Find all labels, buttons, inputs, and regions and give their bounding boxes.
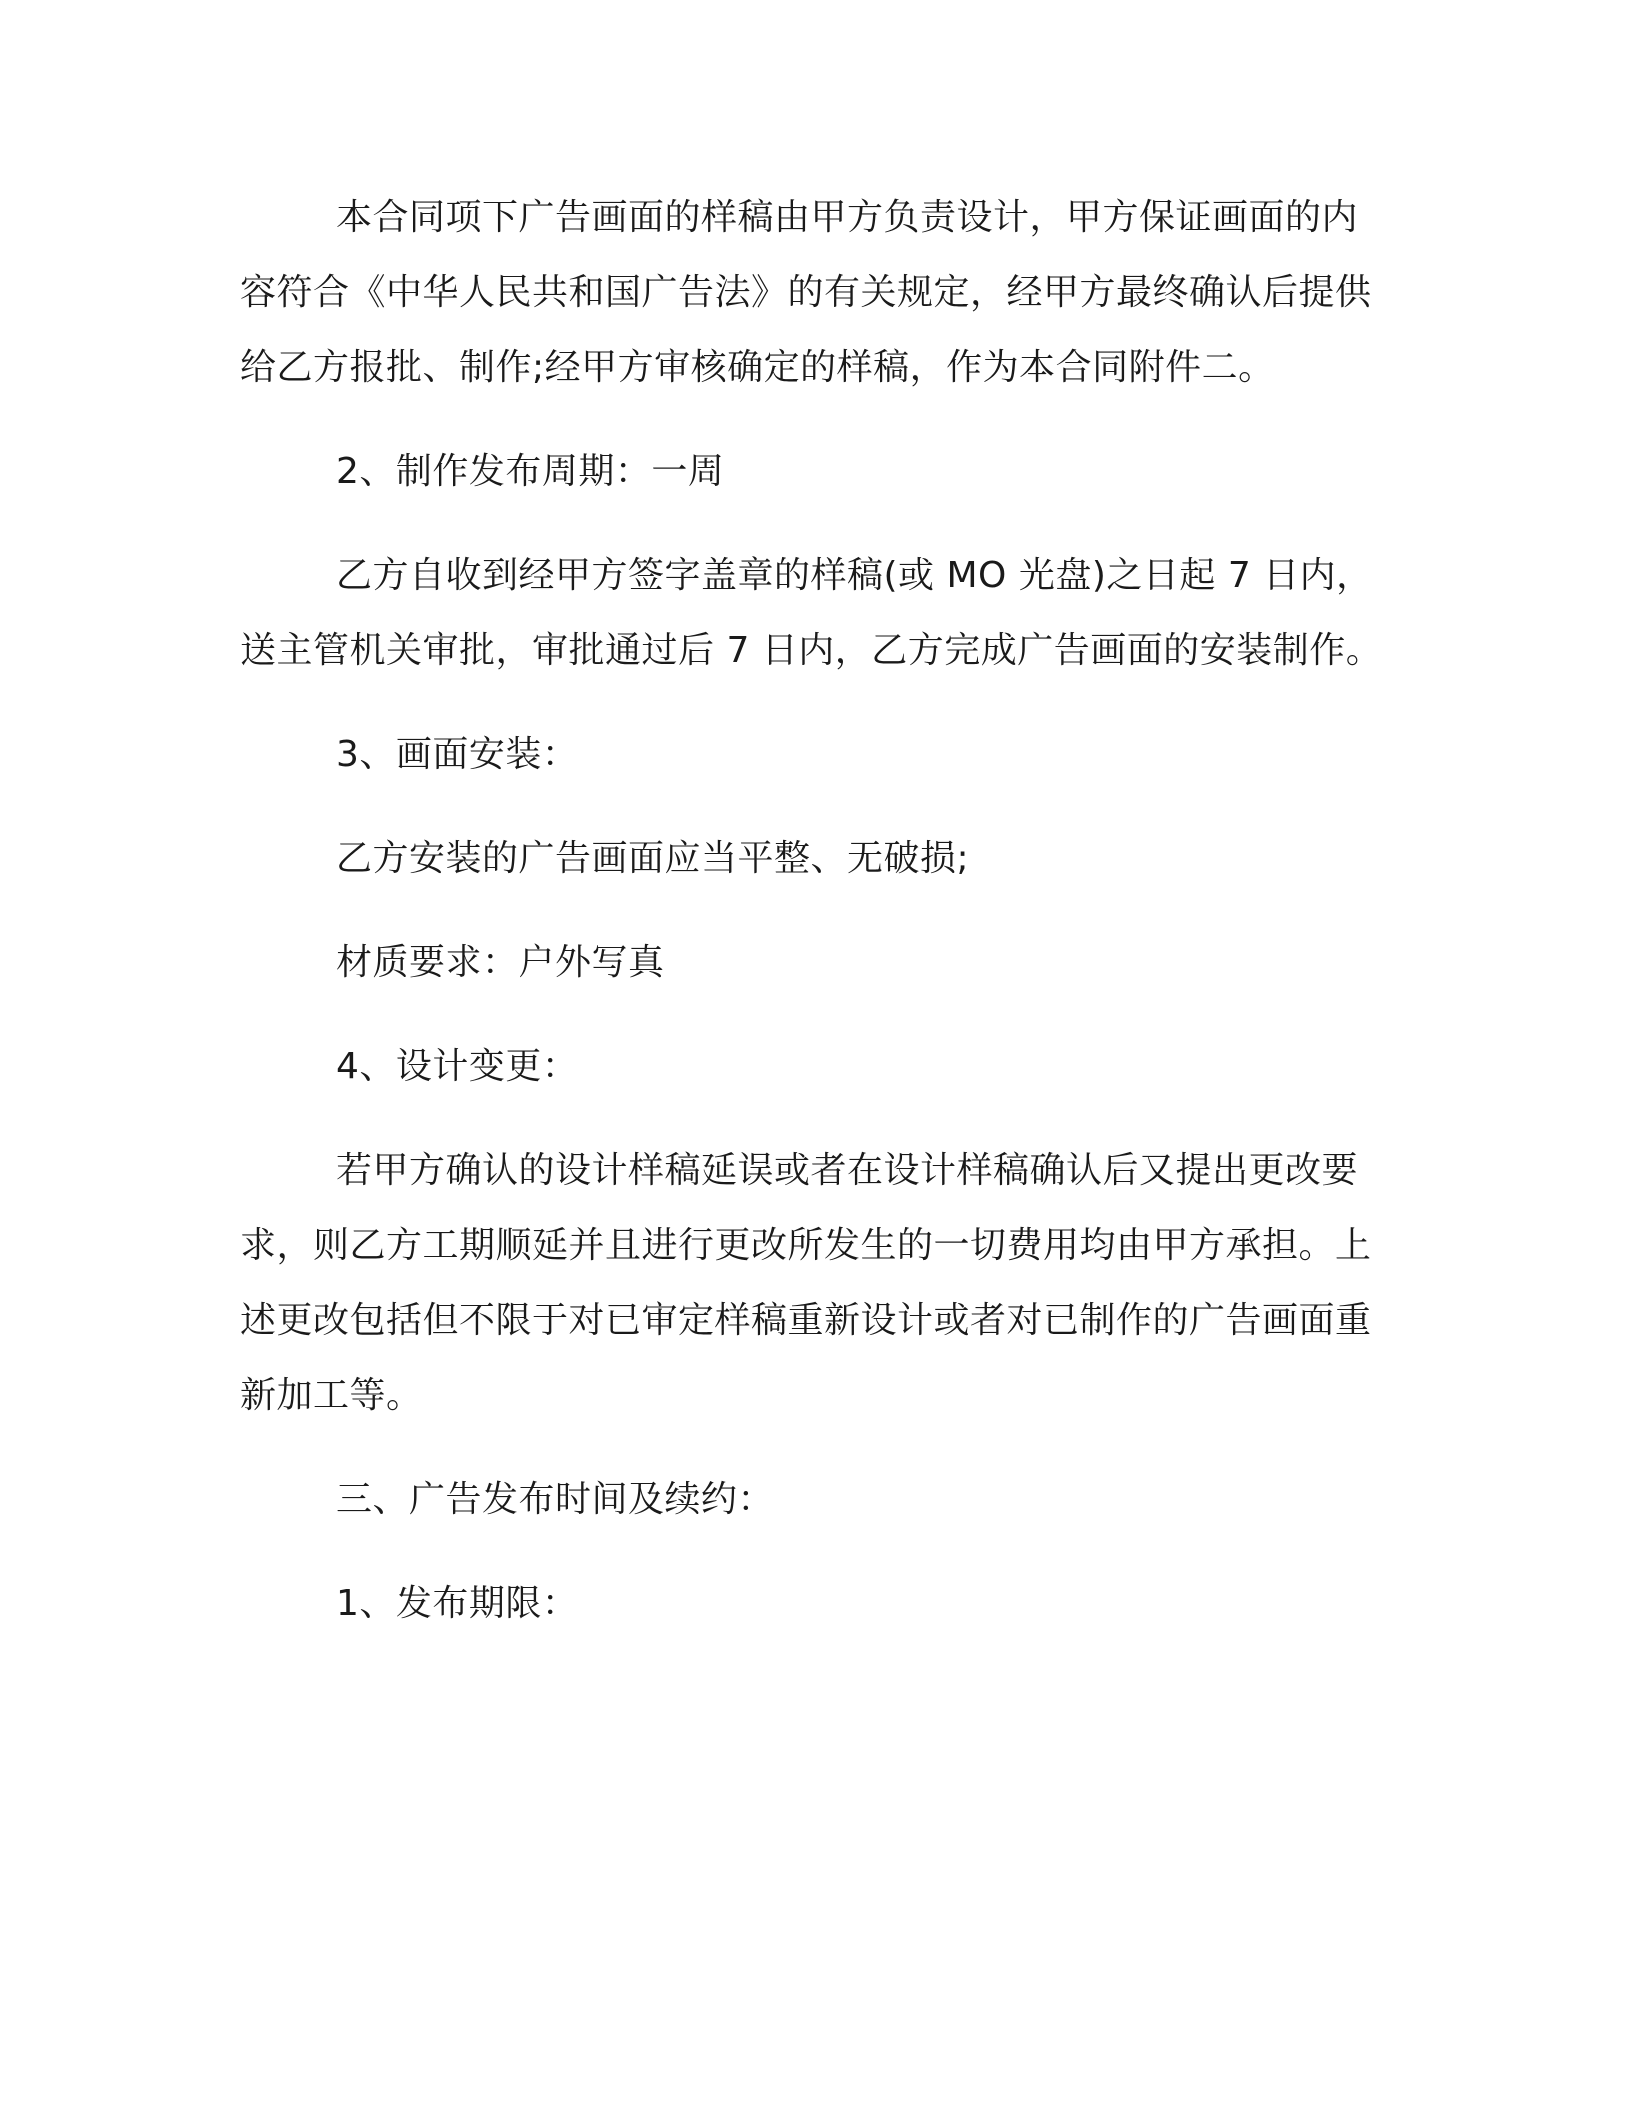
paragraph-approval-schedule: 乙方自收到经甲方签字盖章的样稿(或 MO 光盘)之日起 7 日内，送主管机关审批，审批通过后 7 日内，乙方完成广告画面的安装制作。: [240, 555, 1383, 671]
heading-production-cycle: 2、制作发布周期：一周: [336, 451, 725, 492]
paragraph-installation-quality: 乙方安装的广告画面应当平整、无破损;: [336, 838, 970, 879]
paragraph-material: 材质要求：户外写真: [336, 942, 665, 983]
heading-design-change: 4、设计变更：: [336, 1046, 579, 1087]
heading-publication-renewal: 三、广告发布时间及续约：: [336, 1479, 775, 1520]
paragraph-sample-design: 本合同项下广告画面的样稿由甲方负责设计，甲方保证画面的内容符合《中华人民共和国广告法》的有关规定，经甲方最终确认后提供给乙方报批、制作;经甲方审核确定的样稿，作为本合同附件二。: [240, 197, 1372, 388]
heading-publication-period: 1、发布期限：: [336, 1583, 579, 1624]
document-body: [240, 180, 1390, 1641]
paragraph-design-change: 若甲方确认的设计样稿延误或者在设计样稿确认后又提出更改要求，则乙方工期顺延并且进行更改所发生的一切费用均由甲方承担。上述更改包括但不限于对已审定样稿重新设计或者对已制作的广告画面重新加工等。: [240, 1150, 1372, 1416]
heading-installation: 3、画面安装：: [336, 734, 579, 775]
